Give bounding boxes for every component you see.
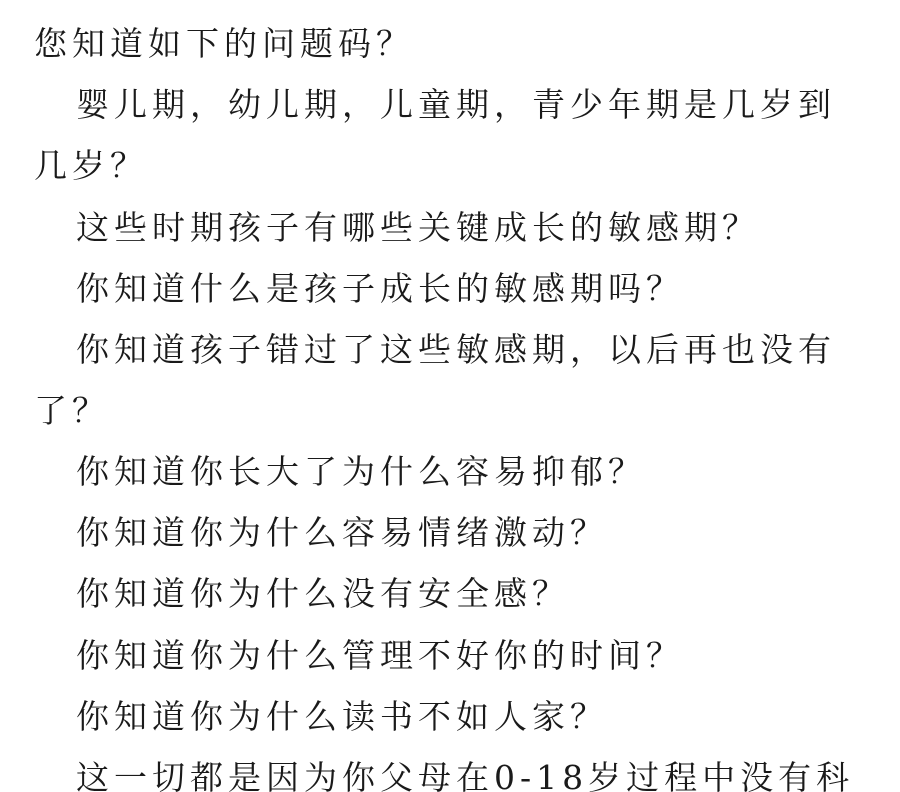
text-line-age-stages-cont: 几岁？ <box>34 146 148 185</box>
text-line-parents-cause: 这一切都是因为你父母在0-18岁过程中没有科 <box>76 758 855 792</box>
text-line-what-is-sensitive-period: 你知道什么是孩子成长的敏感期吗？ <box>76 269 684 308</box>
text-line-time-management: 你知道你为什么管理不好你的时间？ <box>76 636 684 675</box>
text-line-missed-periods-cont: 了？ <box>34 391 110 430</box>
text-line-intro-question: 您知道如下的问题码？ <box>34 24 414 63</box>
text-line-missed-periods: 你知道孩子错过了这些敏感期，以后再也没有 <box>76 330 836 369</box>
text-line-sensitive-periods: 这些时期孩子有哪些关键成长的敏感期？ <box>76 208 760 247</box>
text-line-studying: 你知道你为什么读书不如人家？ <box>76 697 608 736</box>
text-line-depression: 你知道你长大了为什么容易抑郁？ <box>76 452 646 491</box>
text-line-emotional: 你知道你为什么容易情绪激动？ <box>76 513 608 552</box>
text-line-age-stages: 婴儿期，幼儿期，儿童期，青少年期是几岁到 <box>76 85 836 124</box>
text-line-security: 你知道你为什么没有安全感？ <box>76 574 570 613</box>
